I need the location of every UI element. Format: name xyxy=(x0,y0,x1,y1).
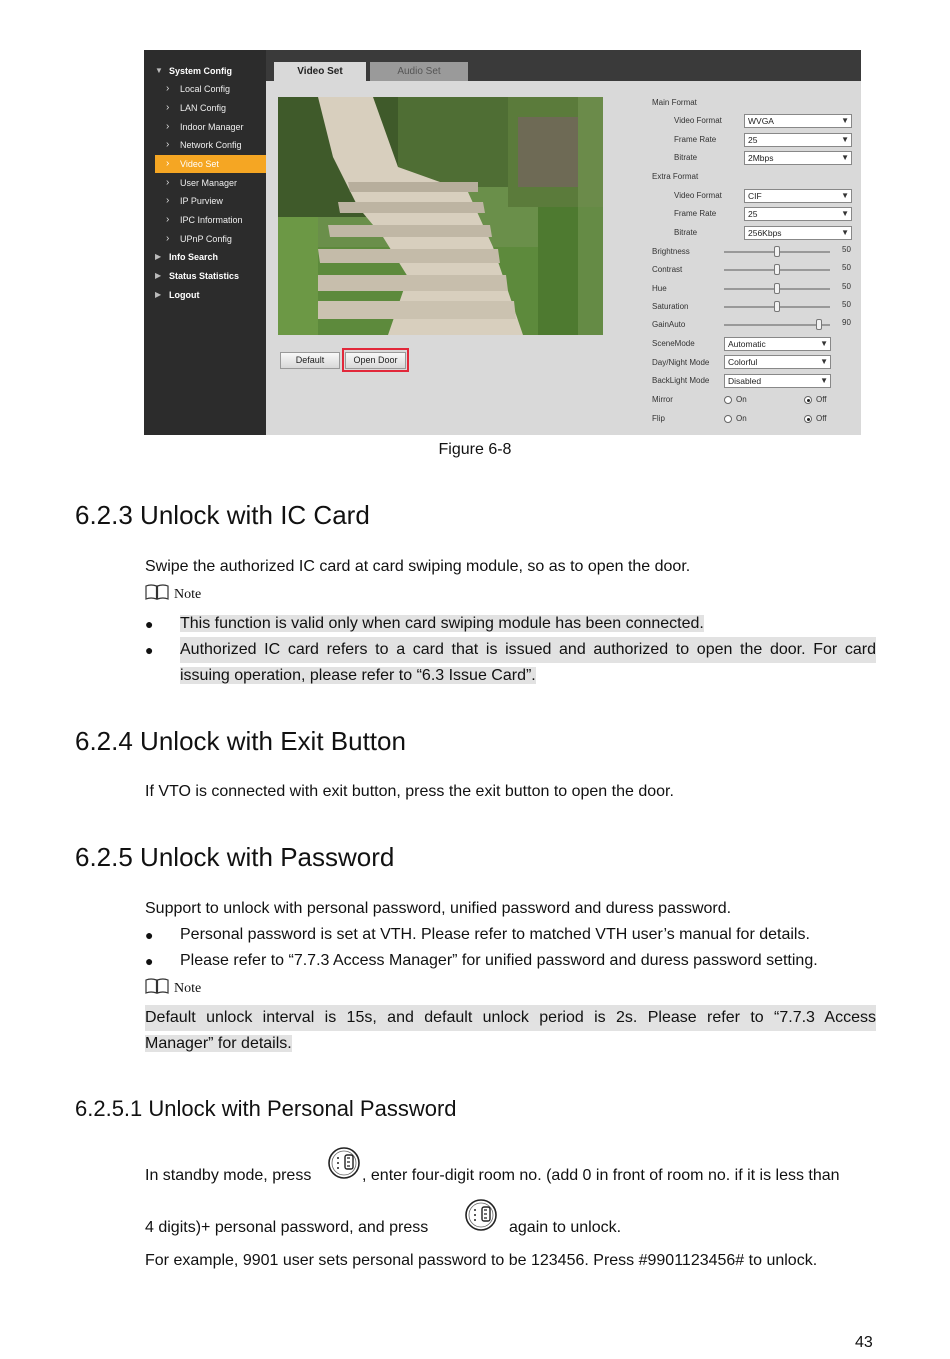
chevron-down-icon: ▼ xyxy=(841,228,849,237)
heading-6-2-5-1: 6.2.5.1 Unlock with Personal Password xyxy=(75,1096,457,1121)
sidebar-item-label: System Config xyxy=(169,66,233,76)
scene-mode-label: SceneMode xyxy=(652,339,695,348)
chevron-down-icon: ▼ xyxy=(841,135,849,144)
bullet-text: Personal password is set at VTH. Please refer to matched VTH user’s manual for details. xyxy=(180,926,810,943)
main-bitrate-label: Bitrate xyxy=(674,153,698,162)
figure-caption: Figure 6-8 xyxy=(438,441,512,458)
day-night-mode-value: Colorful xyxy=(728,357,758,367)
brightness-value: 50 xyxy=(842,245,851,254)
heading-6-2-5: 6.2.5 Unlock with Password xyxy=(75,842,395,872)
day-night-mode-select[interactable] xyxy=(724,355,831,369)
sidebar-item-system-config[interactable] xyxy=(144,62,266,80)
sidebar xyxy=(144,50,266,435)
open-door-button[interactable]: Open Door xyxy=(345,352,406,369)
bullet-dot: ● xyxy=(145,953,154,969)
sidebar-item-label: Status Statistics xyxy=(169,271,240,281)
main-bitrate-value: 2Mbps xyxy=(748,153,774,163)
chevron-right-icon: › xyxy=(166,177,170,188)
flip-off-radio[interactable] xyxy=(804,415,812,423)
standby-text-a: In standby mode, press xyxy=(145,1167,312,1184)
extra-video-format-select[interactable] xyxy=(744,189,852,203)
note-body xyxy=(145,1005,876,1031)
chevron-right-icon: › xyxy=(166,83,170,94)
sidebar-item-label: Network Config xyxy=(180,140,242,150)
chevron-right-icon: › xyxy=(166,121,170,132)
mirror-off-label: Off xyxy=(816,395,827,404)
heading-6-2-3: 6.2.3 Unlock with IC Card xyxy=(75,500,370,530)
chevron-down-icon: ▼ xyxy=(820,339,828,348)
chevron-down-icon: ▼ xyxy=(841,209,849,218)
mirror-label: Mirror xyxy=(652,395,673,404)
bullet-text-highlight: This function is valid only when card swiping module has been connected. xyxy=(180,615,704,632)
book-icon xyxy=(145,583,169,601)
extra-frame-rate-select[interactable] xyxy=(744,207,852,221)
flip-label: Flip xyxy=(652,414,665,423)
backlight-mode-value: Disabled xyxy=(728,376,762,386)
password-text-a: 4 digits)+ personal password, and press xyxy=(145,1219,429,1236)
sidebar-item-label: Logout xyxy=(169,290,200,300)
gainauto-value: 90 xyxy=(842,318,851,327)
bullet-text: Please refer to “7.7.3 Access Manager” for unified password and duress password setting. xyxy=(180,952,818,969)
note-body-continued xyxy=(145,1031,292,1057)
sidebar-item-ip-purview[interactable] xyxy=(144,192,266,210)
main-video-format-value: WVGA xyxy=(748,116,774,126)
example-text: For example, 9901 user sets personal password to be 123456. Press #9901123456# to unlock. xyxy=(145,1252,818,1269)
flip-on-radio[interactable] xyxy=(724,415,732,423)
contrast-slider-handle[interactable] xyxy=(774,264,780,275)
flip-on-label: On xyxy=(736,414,747,423)
saturation-value: 50 xyxy=(842,300,851,309)
scene-mode-value: Automatic xyxy=(728,339,766,349)
standby-text-b: , enter four-digit room no. (add 0 in front of room no. if it is less than xyxy=(362,1167,840,1184)
sidebar-item-upnp-config[interactable] xyxy=(144,230,266,248)
book-icon xyxy=(145,977,169,995)
video-set-screenshot xyxy=(144,50,861,435)
chevron-right-icon: › xyxy=(166,214,170,225)
gainauto-slider-handle[interactable] xyxy=(816,319,822,330)
bullet-dot: ● xyxy=(145,616,154,632)
mirror-on-radio[interactable] xyxy=(724,396,732,404)
bell-key-icon xyxy=(327,1146,361,1180)
note-label: Note xyxy=(174,587,202,602)
chevron-right-icon: › xyxy=(166,233,170,244)
triangle-right-icon: ▶ xyxy=(155,271,162,280)
gainauto-slider-track[interactable] xyxy=(724,324,830,326)
sidebar-item-label: UPnP Config xyxy=(180,234,232,244)
note-line: Manager” for details. xyxy=(145,1035,292,1052)
sidebar-item-info-search[interactable] xyxy=(144,248,266,266)
bullet-text xyxy=(180,637,876,663)
chevron-right-icon: › xyxy=(166,139,170,150)
hue-slider-handle[interactable] xyxy=(774,283,780,294)
sidebar-item-label: Local Config xyxy=(180,84,231,94)
extra-bitrate-select[interactable] xyxy=(744,226,852,240)
bullet-dot: ● xyxy=(145,927,154,943)
sidebar-item-ipc-information[interactable] xyxy=(144,211,266,229)
sidebar-item-status-statistics[interactable] xyxy=(144,267,266,285)
contrast-label: Contrast xyxy=(652,265,683,274)
chevron-right-icon: › xyxy=(166,158,170,169)
sidebar-item-logout[interactable] xyxy=(144,286,266,304)
tab-video-set[interactable]: Video Set xyxy=(274,62,366,81)
extra-frame-rate-value: 25 xyxy=(748,209,758,219)
saturation-slider-handle[interactable] xyxy=(774,301,780,312)
sidebar-item-label: LAN Config xyxy=(180,103,227,113)
chevron-down-icon: ▼ xyxy=(820,357,828,366)
hue-label: Hue xyxy=(652,284,667,293)
sidebar-item-label: Indoor Manager xyxy=(180,122,244,132)
extra-bitrate-label: Bitrate xyxy=(674,228,698,237)
bullet-text-highlight: issuing operation, please refer to “6.3 Issue Card”. xyxy=(180,667,536,684)
saturation-label: Saturation xyxy=(652,302,689,311)
chevron-right-icon: › xyxy=(166,102,170,113)
mirror-off-radio[interactable] xyxy=(804,396,812,404)
extra-video-format-value: CIF xyxy=(748,191,762,201)
sidebar-item-video-set[interactable] xyxy=(155,155,266,173)
sidebar-item-label: IPC Information xyxy=(180,215,243,225)
sidebar-item-lan-config[interactable] xyxy=(144,99,266,117)
extra-format-label: Extra Format xyxy=(652,172,699,181)
sidebar-item-local-config[interactable] xyxy=(144,80,266,98)
triangle-right-icon: ▶ xyxy=(155,252,162,261)
main-frame-rate-value: 25 xyxy=(748,135,758,145)
bell-key-icon xyxy=(464,1198,498,1232)
bullet-text xyxy=(180,611,704,637)
video-preview-image xyxy=(278,97,603,335)
backlight-mode-select[interactable] xyxy=(724,374,831,388)
main-video-format-select[interactable] xyxy=(744,114,852,128)
chevron-down-icon: ▼ xyxy=(841,116,849,125)
sidebar-item-label: User Manager xyxy=(180,178,238,188)
chevron-down-icon: ▼ xyxy=(841,153,849,162)
chevron-down-icon: ▼ xyxy=(841,191,849,200)
triangle-right-icon: ▶ xyxy=(155,290,162,299)
main-frame-rate-select[interactable] xyxy=(744,133,852,147)
sidebar-item-user-manager[interactable] xyxy=(144,174,266,192)
main-bitrate-select[interactable] xyxy=(744,151,852,165)
sidebar-item-label: Info Search xyxy=(169,252,219,262)
backlight-mode-label: BackLight Mode xyxy=(652,376,710,385)
heading-6-2-4: 6.2.4 Unlock with Exit Button xyxy=(75,726,406,756)
bullet-dot: ● xyxy=(145,642,154,658)
day-night-mode-label: Day/Night Mode xyxy=(652,358,710,367)
section-624-body: If VTO is connected with exit button, press the exit button to open the door. xyxy=(145,783,674,800)
page-number: 43 xyxy=(855,1334,873,1351)
sidebar-item-label: IP Purview xyxy=(180,196,223,206)
triangle-down-icon: ▼ xyxy=(155,66,163,75)
section-623-body: Swipe the authorized IC card at card swiping module, so as to open the door. xyxy=(145,558,691,575)
brightness-label: Brightness xyxy=(652,247,690,256)
main-format-label: Main Format xyxy=(652,98,697,107)
note-line: Default unlock interval is 15s, and default unlock period is 2s. Please refer to “7.7.3 Access xyxy=(145,1005,876,1031)
main-video-format-label: Video Format xyxy=(674,116,722,125)
chevron-down-icon: ▼ xyxy=(820,376,828,385)
password-text-b: again to unlock. xyxy=(509,1219,622,1236)
tab-audio-set[interactable]: Audio Set xyxy=(370,62,468,81)
section-625-body: Support to unlock with personal password, unified password and duress password. xyxy=(145,900,732,917)
default-button[interactable]: Default xyxy=(280,352,340,369)
sidebar-item-indoor-manager[interactable] xyxy=(144,118,266,136)
bullet-text-continued xyxy=(180,663,536,689)
contrast-value: 50 xyxy=(842,263,851,272)
extra-frame-rate-label: Frame Rate xyxy=(674,209,717,218)
sidebar-item-network-config[interactable] xyxy=(144,136,266,154)
extra-video-format-label: Video Format xyxy=(674,191,722,200)
hue-value: 50 xyxy=(842,282,851,291)
scene-mode-select[interactable] xyxy=(724,337,831,351)
mirror-on-label: On xyxy=(736,395,747,404)
note-label: Note xyxy=(174,981,202,996)
chevron-right-icon: › xyxy=(166,195,170,206)
brightness-slider-handle[interactable] xyxy=(774,246,780,257)
gainauto-label: GainAuto xyxy=(652,320,686,329)
main-frame-rate-label: Frame Rate xyxy=(674,135,717,144)
sidebar-item-label: Video Set xyxy=(180,159,219,169)
flip-off-label: Off xyxy=(816,414,827,423)
extra-bitrate-value: 256Kbps xyxy=(748,228,782,238)
bullet-text-highlight: Authorized IC card refers to a card that is issued and authorized to open the door. For card xyxy=(180,637,876,663)
